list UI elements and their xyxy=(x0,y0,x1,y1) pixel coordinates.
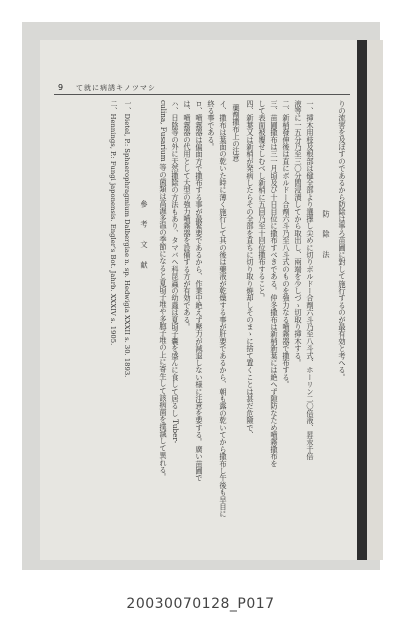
subsection-heading: 藥劑撒布上の注意 xyxy=(232,104,241,162)
body-line: 終る事である。 xyxy=(207,100,216,151)
body-line: イ、撒布は葉面の乾いた時に薄く施行して其の後は藥液が乾燥する事が肝要であるから、朝も露の乾いてから撒布し午後も早目に xyxy=(219,100,228,518)
page-number: 9 xyxy=(58,83,64,92)
body-line: 三、苗圃撒布は三一月頃及び十日目位に撒布すべきである。仲冬撒布は新梢新葉には絶へず隙防なため噴霧撒布を xyxy=(270,100,279,468)
running-head: て就に病誘キノツマシ xyxy=(76,84,156,92)
body-line: 四、新葉又は新梢が発病したらその全部を直ちに切り取り焼却しそのまゝに捨て置くことは甚だ危險で、 xyxy=(246,100,255,439)
references-heading: 參 考 文 献 xyxy=(140,200,149,272)
reference-item: 一、Dietel, P.: Sphaerophragmium Dalbergiae n. sp. Hedwigia XXXII s. 30. 1893. xyxy=(123,100,131,378)
reference-item: 二、Hennings, P.: Fungi japonensis. Engler's Bot. Jahrb. XXXIV s. 1905. xyxy=(109,100,117,346)
body-line: 液等に一五分乃至三〇分間浸漬してから取出し、兩端を少しづゝ切取り挿木する。 xyxy=(294,100,303,367)
facing-page-edge xyxy=(367,40,383,560)
header-rule xyxy=(54,94,350,95)
book-gutter xyxy=(357,40,367,560)
body-line: ロ、噴霧器は偏面方で撒布する事が最緊要であるから、作業中絶えず壓力が減退しない様に注意を要する。廣い苗圃で xyxy=(195,100,204,482)
body-line: は、噴霧器の代用として大型の強力噴霧器を設備する方が有効である。 xyxy=(183,100,192,331)
body-line: 一、挿木用枝及根部は健全部より選擇し尖めに切りボルドー合劑六斗乃至八斗式、ホーリン二〇倍液、昇汞千倍 xyxy=(306,100,315,460)
body-line: して表面被覆せしむべし新梢に五回乃至十回位撒布すること。 xyxy=(258,100,267,302)
body-line: りの流害を及ぼすのであるから防除は寧ろ苗圃に對して施行するのが最有効と考へる。 xyxy=(338,100,347,381)
body-line: ハ、日陰等の外に天然撒除の方法もあり、タマバヘ科昆蟲の幼蟲は夏頃子囊を盛んに食して居るし Tuber- xyxy=(171,100,180,444)
body-line: 二、新梢發伸後は直にボルドー合劑六斗乃至八斗式のものを強力なる噴霧器で撒布する。 xyxy=(282,100,291,388)
body-line: culina, Fusarium 等の菌類は高濕多温の季節になると夏頃子堆や多胞子堆の上に寄生して該病菌を撲滅して異れる。 xyxy=(159,100,168,481)
archive-caption: 20030070128_P017 xyxy=(126,596,275,612)
section-heading: 防 除 法 xyxy=(322,210,331,261)
